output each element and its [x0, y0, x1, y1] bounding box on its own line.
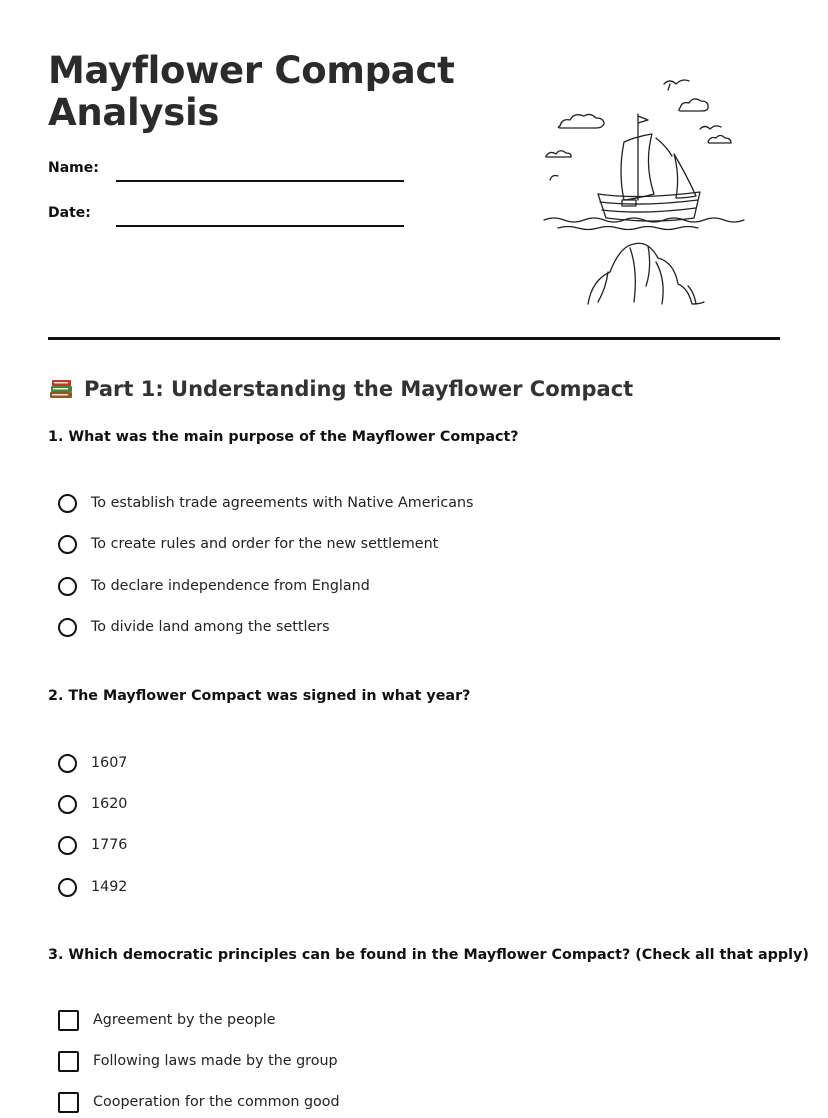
- radio-button[interactable]: [58, 494, 77, 513]
- radio-button[interactable]: [58, 836, 77, 855]
- option-label: To divide land among the settlers: [91, 619, 330, 635]
- q1-option-3[interactable]: [58, 573, 370, 599]
- question-3: 3. Which democratic principles can be found in the Mayflower Compact? (Check all that apply): [48, 947, 809, 963]
- header-divider: [48, 337, 780, 340]
- q2-option-2[interactable]: [58, 791, 127, 817]
- radio-button[interactable]: [58, 618, 77, 637]
- page-title: [48, 50, 454, 134]
- q2-option-3[interactable]: [58, 832, 127, 858]
- option-label: To create rules and order for the new settlement: [91, 536, 439, 552]
- q3-option-2[interactable]: [58, 1048, 338, 1074]
- option-label: 1620: [91, 796, 128, 812]
- title-line-1: Mayflower Compact: [48, 49, 455, 92]
- q1-option-2[interactable]: [58, 531, 438, 557]
- option-label: 1492: [91, 879, 128, 895]
- option-label: Following laws made by the group: [93, 1053, 338, 1069]
- checkbox[interactable]: [58, 1010, 79, 1031]
- date-label: Date:: [48, 205, 91, 221]
- q3-option-3[interactable]: [58, 1089, 340, 1115]
- radio-button[interactable]: [58, 535, 77, 554]
- question-2: 2. The Mayflower Compact was signed in what year?: [48, 688, 471, 704]
- q2-option-4[interactable]: [58, 874, 127, 900]
- section-title-text: Part 1: Understanding the Mayflower Compact: [84, 377, 634, 401]
- question-1: 1. What was the main purpose of the Mayflower Compact?: [48, 429, 519, 445]
- option-label: Agreement by the people: [93, 1012, 276, 1028]
- option-label: Cooperation for the common good: [93, 1094, 340, 1110]
- title-line-2: Analysis: [48, 91, 220, 134]
- radio-button[interactable]: [58, 577, 77, 596]
- option-label: 1607: [91, 755, 128, 771]
- name-label: Name:: [48, 160, 99, 176]
- option-label: To establish trade agreements with Native Americans: [91, 495, 474, 511]
- radio-button[interactable]: [58, 795, 77, 814]
- option-label: 1776: [91, 837, 128, 853]
- option-label: To declare independence from England: [91, 578, 370, 594]
- books-icon: [48, 376, 74, 402]
- radio-button[interactable]: [58, 878, 77, 897]
- checkbox[interactable]: [58, 1051, 79, 1072]
- mayflower-ship-illustration: [538, 72, 748, 310]
- q3-option-1[interactable]: [58, 1007, 276, 1033]
- q1-option-1[interactable]: [58, 490, 474, 516]
- radio-button[interactable]: [58, 754, 77, 773]
- name-field[interactable]: [116, 180, 404, 182]
- q1-option-4[interactable]: [58, 614, 330, 640]
- q2-option-1[interactable]: [58, 750, 127, 776]
- section-title: [48, 374, 633, 404]
- checkbox[interactable]: [58, 1092, 79, 1113]
- date-field[interactable]: [116, 225, 404, 227]
